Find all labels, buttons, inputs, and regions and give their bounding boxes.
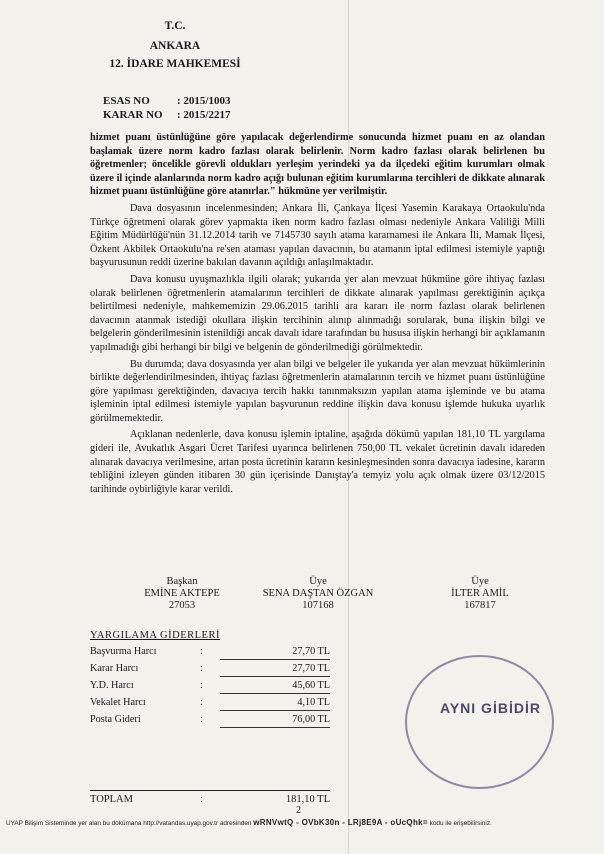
- expense-sep: :: [200, 645, 203, 657]
- header-tc: T.C.: [164, 20, 186, 32]
- karar-value: : 2015/2217: [177, 109, 231, 121]
- karar-no: [103, 109, 230, 121]
- expenses-title: YARGILAMA GİDERLERİ: [90, 630, 220, 641]
- expense-label: Vekalet Harcı: [90, 696, 146, 708]
- table-row: [90, 643, 330, 660]
- table-row: [90, 711, 330, 728]
- document-body: [90, 131, 545, 499]
- expense-label: Karar Harcı: [90, 662, 139, 674]
- total-sep: :: [200, 794, 203, 805]
- access-code: wRNVwtQ - OVbK30n - LRj8E9A - oUcQhk=: [253, 818, 428, 827]
- paragraph-facts: Dava dosyasının incelenmesinden; Ankara İli, Çankaya İlçesi Yasemin Karakaya Ortaokulu'nda Türkçe öğretmeni olarak görev yapmakta iken norm kadro fazlası olması nedeniyle Ankara Valiliği Milli Eğitim Müdürlüğü'nün 31.12.2014 tarih ve 7145730 sayılı atama kararnamesi ile Ankara İli, Mamak İlçesi, Özkent Akbilek Ortaokulu'na re'sen ataması yapılan davacının, bu atamanın iptal edilmesi istemiyle yaptığı başvurusunun reddi üzerine bakılan davanın açıldığı anlaşılmaktadır.: [90, 202, 545, 269]
- footer: [6, 818, 602, 827]
- signature-name: İLTER AMİL: [451, 588, 509, 599]
- esas-no: [103, 95, 230, 107]
- signature-member-2: [410, 576, 550, 612]
- stamp-text: AYNI GİBİDİR: [440, 700, 541, 716]
- page-number: 2: [296, 805, 301, 816]
- expenses-table: [90, 643, 330, 728]
- total-amount: 181,10 TL: [285, 794, 330, 805]
- paragraph-regulation: hizmet puanı üstünlüğüne göre yapılacak değerlendirme sonucunda hizmet puanı en az olandan başlamak üzere norm kadro fazlası olarak belirlenir. Norm kadro fazlası olarak belirlenen bu öğretmenler; öncelikle görevli oldukları yerleşim yerindeki ya da ilçedeki eğitim kurumları olmak üzere il içinde alanlarında norm kadro açığı bulunan eğitim kurumlarına tercihleri de dikkate alınarak hizmet puanı üstünlüğüne göre atanırlar." hükmüne yer verilmiştir.: [90, 132, 545, 198]
- signature-member-1: [248, 576, 388, 612]
- paragraph-assessment: Bu durumda; dava dosyasında yer alan bilgi ve belgeler ile yukarıda yer alan mevzuat hükümlerinin birlikte değerlendirilmesinden, ihtiyaç fazlası öğretmenlerin atamalarının tercih ve hizmet puanı üstünlüğüne göre yapılması gerektiğinden, davacıya tercih hakkı tanınmaksızın yapılan atama işleminde ve bu atama işleminin iptal edilmesi istemiyle yapılan başvurunun reddine ilişkin dava konusu işlemde hukuka uyarlık görülmemektedir.: [90, 358, 545, 424]
- signature-role: Üye: [309, 576, 327, 587]
- expense-label: Y.D. Harcı: [90, 679, 134, 691]
- signature-number: 107168: [302, 600, 334, 611]
- expense-amount: 76,00 TL: [220, 711, 330, 728]
- esas-label: ESAS NO: [103, 95, 150, 107]
- court-seal-icon: [405, 655, 554, 789]
- signature-role: Başkan: [166, 576, 198, 587]
- expense-amount: 45,60 TL: [220, 677, 330, 694]
- expense-sep: :: [200, 696, 203, 708]
- expense-amount: 27,70 TL: [220, 660, 330, 677]
- paragraph-dispute: Dava konusu uyuşmazlıkla ilgili olarak; yukarıda yer alan mevzuat hükmüne göre ihtiyaç fazlası olarak belirlenen öğretmenlerin atamalarının tercihleri de dikkate alınarak yapılması gerektiğinin açıkça belirtilmesi nedeniyle, mahkememizin 29.06.2015 tarihli ara kararı ile norm fazlası olarak belirlenen davacının atanmak istediği okullara ilişkin tercihinin alınıp alınmadığı sorularak, buna ilişkin bilgi ve belgelerin gönderilmesinin istenildiği ancak davalı idare tarafından bu hususa ilişkin herhangi bir açıklamanın yapılmadığı gibi herhangi bir bilgi ve belgenin de gönderilmediği görülmektedir.: [90, 273, 545, 353]
- expense-sep: :: [200, 713, 203, 725]
- table-row: [90, 660, 330, 677]
- header-city: ANKARA: [149, 40, 201, 52]
- expense-label: Posta Gideri: [90, 713, 141, 725]
- karar-label: KARAR NO: [103, 109, 163, 121]
- expenses-section: [90, 630, 370, 728]
- expense-amount: 4,10 TL: [220, 694, 330, 711]
- expense-label: Başvurma Harcı: [90, 645, 157, 657]
- esas-value: : 2015/1003: [177, 95, 231, 107]
- total-label: TOPLAM: [90, 794, 133, 805]
- expense-sep: :: [200, 662, 203, 674]
- expense-amount: 27,70 TL: [220, 643, 330, 660]
- signature-name: SENA DAŞTAN ÖZGAN: [262, 588, 374, 599]
- footer-text: UYAP Bilişim Sisteminde yer alan bu dokümana http://vatandas.uyap.gov.tr adresinden: [6, 820, 252, 827]
- expense-sep: :: [200, 679, 203, 691]
- expenses-total: [90, 790, 330, 805]
- signature-president: [112, 576, 252, 612]
- header-court: 12. İDARE MAHKEMESİ: [109, 58, 241, 70]
- table-row: [90, 694, 330, 711]
- signature-role: Üye: [471, 576, 489, 587]
- footer-suffix: kodu ile erişebilirsiniz.: [429, 820, 492, 827]
- table-row: [90, 677, 330, 694]
- signature-name: EMİNE AKTEPE: [144, 588, 220, 599]
- signature-number: 167817: [464, 600, 496, 611]
- paragraph-decision: Açıklanan nedenlerle, dava konusu işlemin iptaline, aşağıda dökümü yapılan 181,10 TL yargılama gideri ile, Avukatlık Asgari Ücret Tarifesi uyarınca belirlenen 750,00 TL vekalet ücretinin davalı idareden alınarak davacıya verilmesine, artan posta ücretinin kararın kesinleşmesinden sonra davacıya iadesine, kararın tebliğini izleyen günden itibaren 30 gün içerisinde Danıştay'a temyiz yolu açık olmak üzere 03/12/2015 tarihinde oybirliğiyle karar verildi.: [90, 429, 545, 495]
- signature-number: 27053: [168, 600, 196, 611]
